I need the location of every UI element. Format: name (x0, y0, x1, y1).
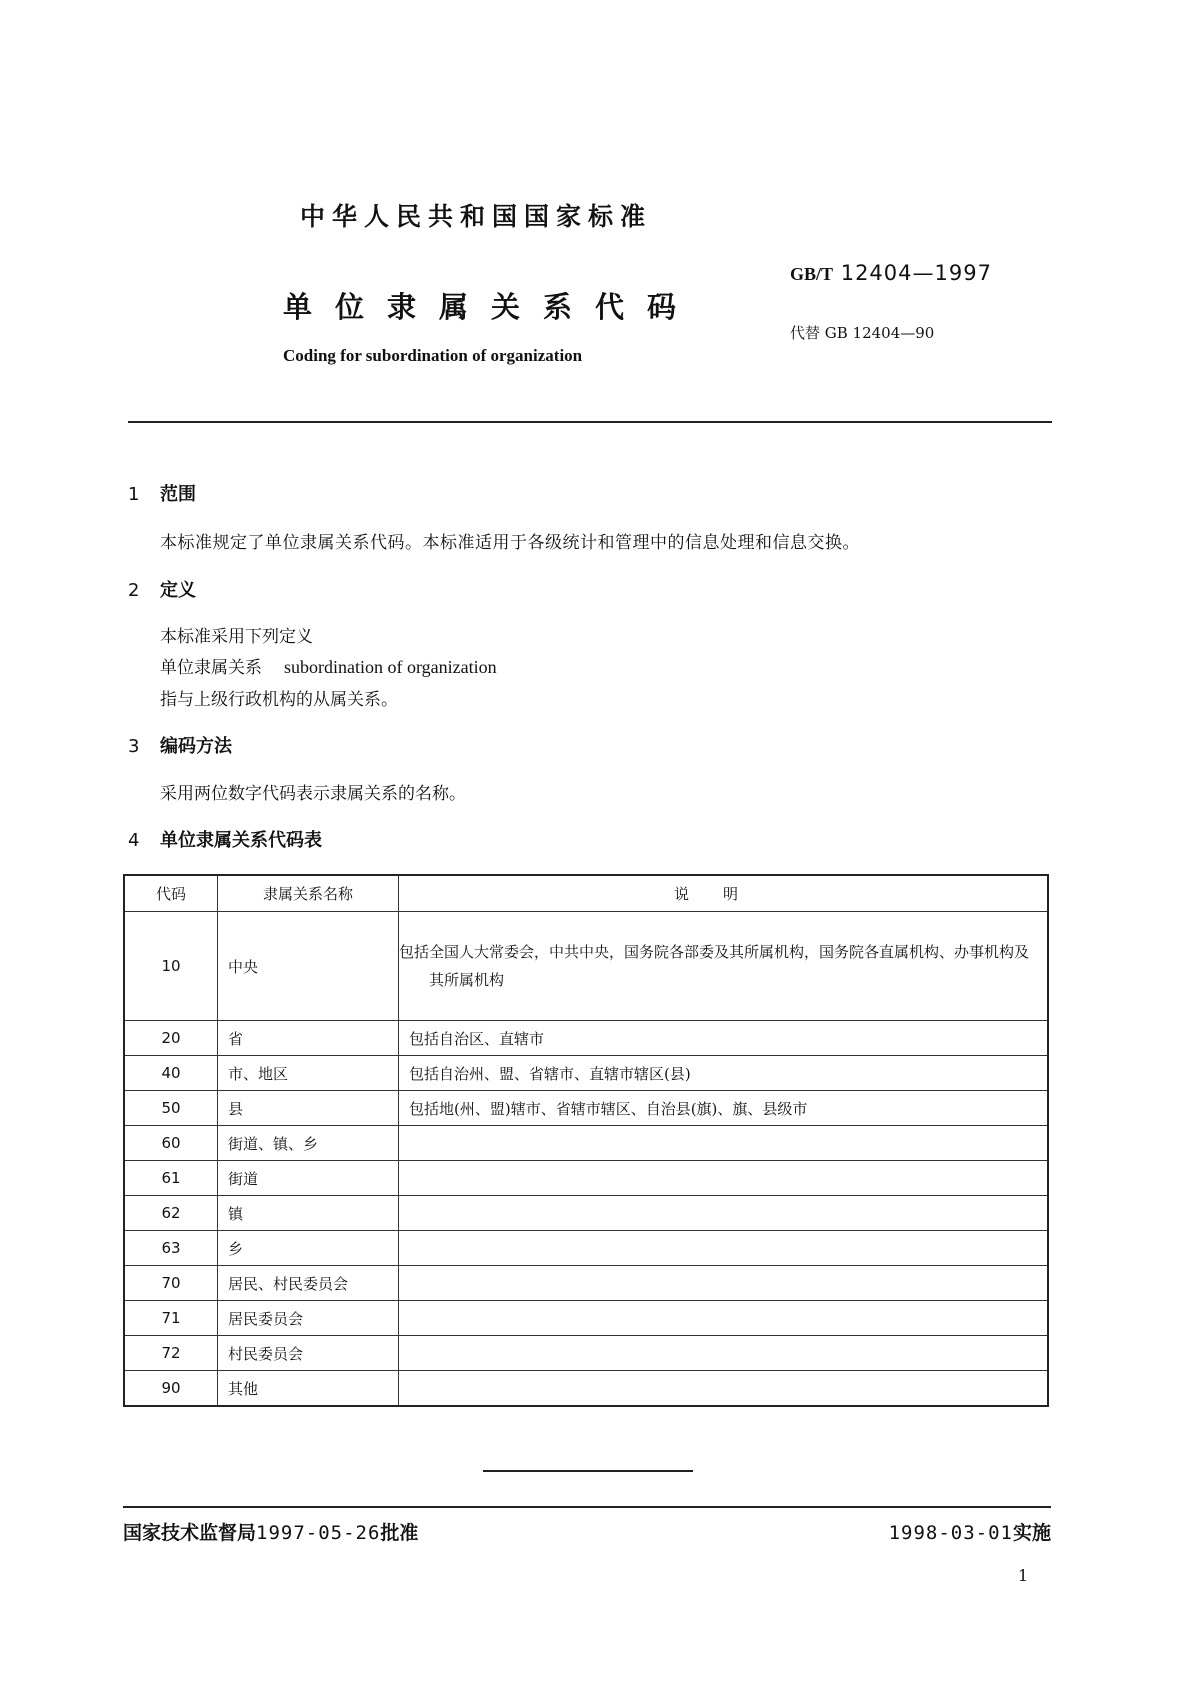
cell-code: 72 (124, 1336, 218, 1371)
header-divider (128, 421, 1052, 423)
section-title: 范围 (160, 484, 196, 505)
cell-name: 省 (218, 1021, 399, 1056)
term-zh: 单位隶属关系 (160, 658, 262, 678)
section-1-heading (128, 480, 196, 506)
table-row (124, 1336, 1048, 1371)
table-row (124, 912, 1048, 1021)
table-row (124, 1266, 1048, 1301)
cell-desc (399, 1336, 1049, 1371)
cell-desc (399, 1196, 1049, 1231)
table-row (124, 1161, 1048, 1196)
cell-name: 市、地区 (218, 1056, 399, 1091)
cell-desc (399, 1266, 1049, 1301)
section-2-line-1: 本标准采用下列定义 (160, 627, 313, 647)
section-number: 3 (128, 736, 140, 757)
cell-name: 居民、村民委员会 (218, 1266, 399, 1301)
section-3-heading (128, 732, 232, 758)
table-row (124, 1091, 1048, 1126)
cell-name: 乡 (218, 1231, 399, 1266)
cell-desc (399, 1371, 1049, 1407)
section-2-heading (128, 576, 196, 602)
effective-line (889, 1518, 1051, 1545)
standard-number (790, 261, 992, 285)
table-row (124, 1196, 1048, 1231)
cell-desc (399, 1126, 1049, 1161)
section-number: 1 (128, 484, 140, 505)
table-row (124, 1056, 1048, 1091)
section-2-line-3: 指与上级行政机构的从属关系。 (160, 690, 398, 710)
term-en: subordination of organization (284, 657, 497, 677)
cell-code: 61 (124, 1161, 218, 1196)
approval-line (123, 1518, 418, 1545)
cell-code: 60 (124, 1126, 218, 1161)
page-number: 1 (1018, 1566, 1029, 1585)
cell-desc: 包括自治区、直辖市 (399, 1021, 1049, 1056)
cell-code: 20 (124, 1021, 218, 1056)
issuer: 国家技术监督局 (123, 1522, 257, 1544)
cell-name: 中央 (218, 912, 399, 1021)
standard-title: 中华人民共和国国家标准 (300, 202, 653, 231)
cell-code: 62 (124, 1196, 218, 1231)
code-table (123, 874, 1049, 1407)
section-number: 4 (128, 830, 140, 851)
table-row (124, 1301, 1048, 1336)
standard-number-prefix: GB/T (790, 264, 834, 284)
cell-desc (399, 1231, 1049, 1266)
footer-divider (123, 1506, 1051, 1508)
table-row (124, 1371, 1048, 1407)
table-row (124, 1231, 1048, 1266)
section-number: 2 (128, 580, 140, 601)
cell-name: 居民委员会 (218, 1301, 399, 1336)
document-subtitle: Coding for subordination of organization (283, 346, 583, 365)
section-1-text: 本标准规定了单位隶属关系代码。本标准适用于各级统计和管理中的信息处理和信息交换。 (160, 533, 860, 553)
section-title: 单位隶属关系代码表 (160, 830, 322, 851)
cell-desc (399, 1161, 1049, 1196)
cell-name: 其他 (218, 1371, 399, 1407)
cell-code: 40 (124, 1056, 218, 1091)
column-header-name: 隶属关系名称 (218, 875, 399, 912)
column-header-code: 代码 (124, 875, 218, 912)
cell-code: 71 (124, 1301, 218, 1336)
cell-name: 县 (218, 1091, 399, 1126)
effective-date: 1998-03-01 (888, 1522, 1013, 1544)
section-3-text: 采用两位数字代码表示隶属关系的名称。 (160, 784, 466, 804)
cell-name: 街道、镇、乡 (218, 1126, 399, 1161)
cell-desc: 包括自治州、盟、省辖市、直辖市辖区(县) (399, 1056, 1049, 1091)
cell-code: 70 (124, 1266, 218, 1301)
replaces-note: 代替 GB 12404—90 (790, 324, 935, 342)
section-title: 编码方法 (160, 736, 232, 757)
cell-code: 10 (124, 912, 218, 1021)
table-row (124, 1126, 1048, 1161)
approval-date: 1997-05-26 (256, 1522, 381, 1544)
cell-name: 镇 (218, 1196, 399, 1231)
section-4-heading (128, 826, 322, 852)
table-header-row (124, 875, 1048, 912)
effective-label: 实施 (1012, 1522, 1051, 1544)
cell-name: 街道 (218, 1161, 399, 1196)
standard-number-value: 12404—1997 (840, 261, 992, 285)
column-header-desc: 说明 (399, 875, 1049, 912)
cell-desc: 包括全国人大常委会，中共中央，国务院各部委及其所属机构，国务院各直属机构、办事机构及其所属机构 (399, 912, 1049, 1021)
section-title: 定义 (160, 580, 196, 601)
end-divider (483, 1470, 693, 1472)
cell-code: 90 (124, 1371, 218, 1407)
document-title: 单位隶属关系代码 (283, 290, 700, 324)
approval-label: 批准 (380, 1522, 419, 1544)
table-row (124, 1021, 1048, 1056)
cell-desc: 包括地(州、盟)辖市、省辖市辖区、自治县(旗)、旗、县级市 (399, 1091, 1049, 1126)
cell-code: 50 (124, 1091, 218, 1126)
cell-desc (399, 1301, 1049, 1336)
cell-code: 63 (124, 1231, 218, 1266)
cell-name: 村民委员会 (218, 1336, 399, 1371)
section-2-term (160, 653, 497, 678)
